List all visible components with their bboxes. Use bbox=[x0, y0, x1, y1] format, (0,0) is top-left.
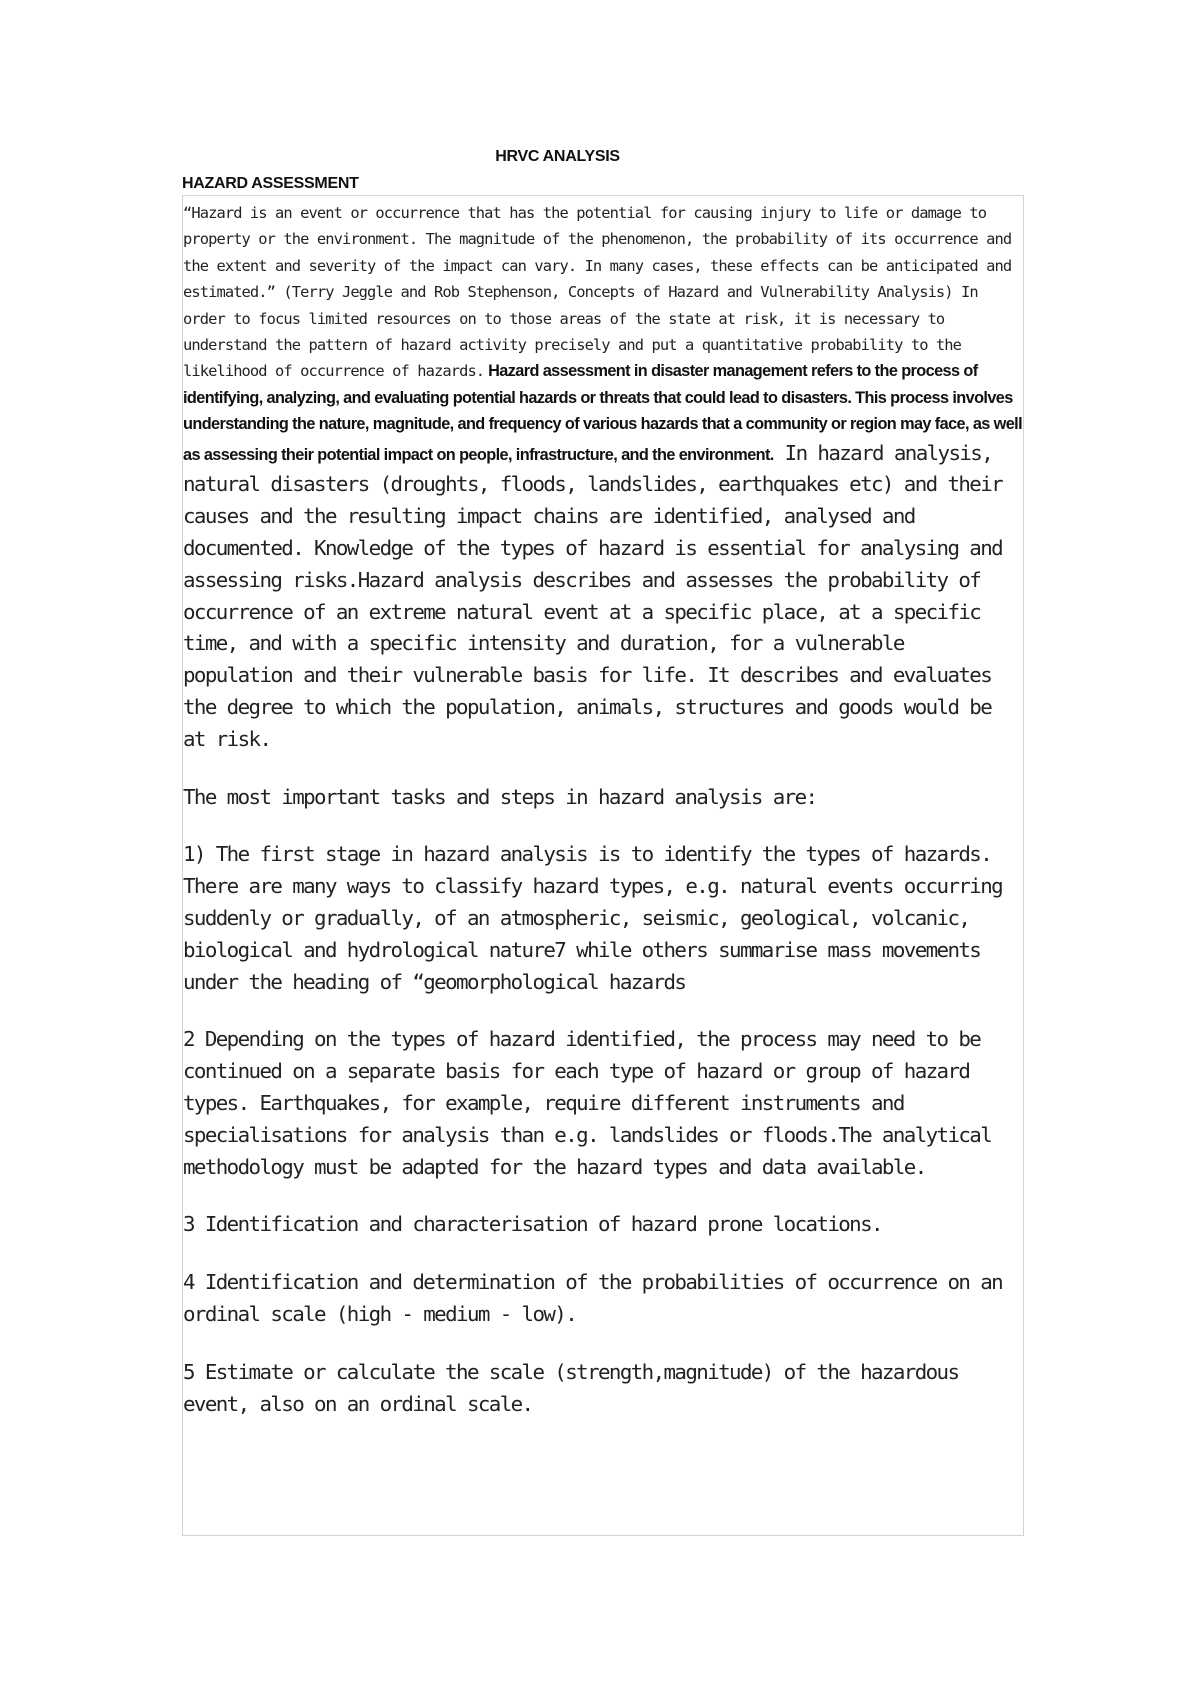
intro-bold-definition: Hazard assessment in disaster management refers to the process of identifying, analyzing, and evaluating potential hazards or threats that could lead to disasters. This process involves understanding the nature, magnitude, and frequency of various hazards that a community or region may face, as well as assessing their potential impact on people, infrastructure, and the environment. bbox=[183, 362, 1023, 464]
step-3: 3 Identification and characterisation of hazard prone locations. bbox=[183, 1212, 882, 1237]
content-frame bbox=[182, 195, 1024, 1536]
intro-paragraph bbox=[183, 200, 1023, 756]
step-1: 1) The first stage in hazard analysis is to identify the types of hazards. There are many ways to classify hazard types, e.g. natural events occurring suddenly or gradually, of an atmospheric, seismic, geological, volcanic, biological and hydrological nature7 while others summarise mass movements under the heading of “geomorphological hazards bbox=[183, 842, 1003, 994]
intro-analysis-text: In hazard analysis, natural disasters (droughts, floods, landslides, earthquakes etc) and their causes and the resulting impact chains are identified, analysed and documented. Knowledge of the types of hazard is essential for analysing and assessing risks.Hazard analysis describes and assesses the probability of occurrence of an extreme natural event at a specific place, at a specific time, and with a specific intensity and duration, for a vulnerable population and their vulnerable basis for life. It describes and evaluates the degree to which the population, animals, structures and goods would be at risk. bbox=[183, 440, 1003, 751]
section-heading: HAZARD ASSESSMENT bbox=[182, 175, 359, 192]
step-4: 4 Identification and determination of the probabilities of occurrence on an ordinal scale (high - medium - low). bbox=[183, 1270, 1003, 1326]
tasks-intro: The most important tasks and steps in hazard analysis are: bbox=[183, 784, 817, 809]
step-5: 5 Estimate or calculate the scale (strength,magnitude) of the hazardous event, also on an ordinal scale. bbox=[183, 1359, 959, 1416]
intro-quote: “Hazard is an event or occurrence that has the potential for causing injury to life or damage to property or the environment. The magnitude of the phenomenon, the probability of its occurrence and the extent and severity of the impact can vary. In many cases, these effects can be anticipated and estimated.” (Terry Jeggle and Rob Stephenson, Concepts of Hazard and Vulnerability Analysis) In order to focus limited resources on to those areas of the state at risk, it is necessary to understand the pattern of hazard activity precisely and put a quantitative probability to the likelihood of occurrence of hazards. bbox=[183, 204, 1012, 381]
step-2: 2 Depending on the types of hazard identified, the process may need to be continued on a separate basis for each type of hazard or group of hazard types. Earthquakes, for example, require different instruments and specialisations for analysis than e.g. landslides or floods.The analytical methodology must be adapted for the hazard types and data available. bbox=[183, 1027, 992, 1179]
document-title: HRVC ANALYSIS bbox=[495, 148, 620, 165]
